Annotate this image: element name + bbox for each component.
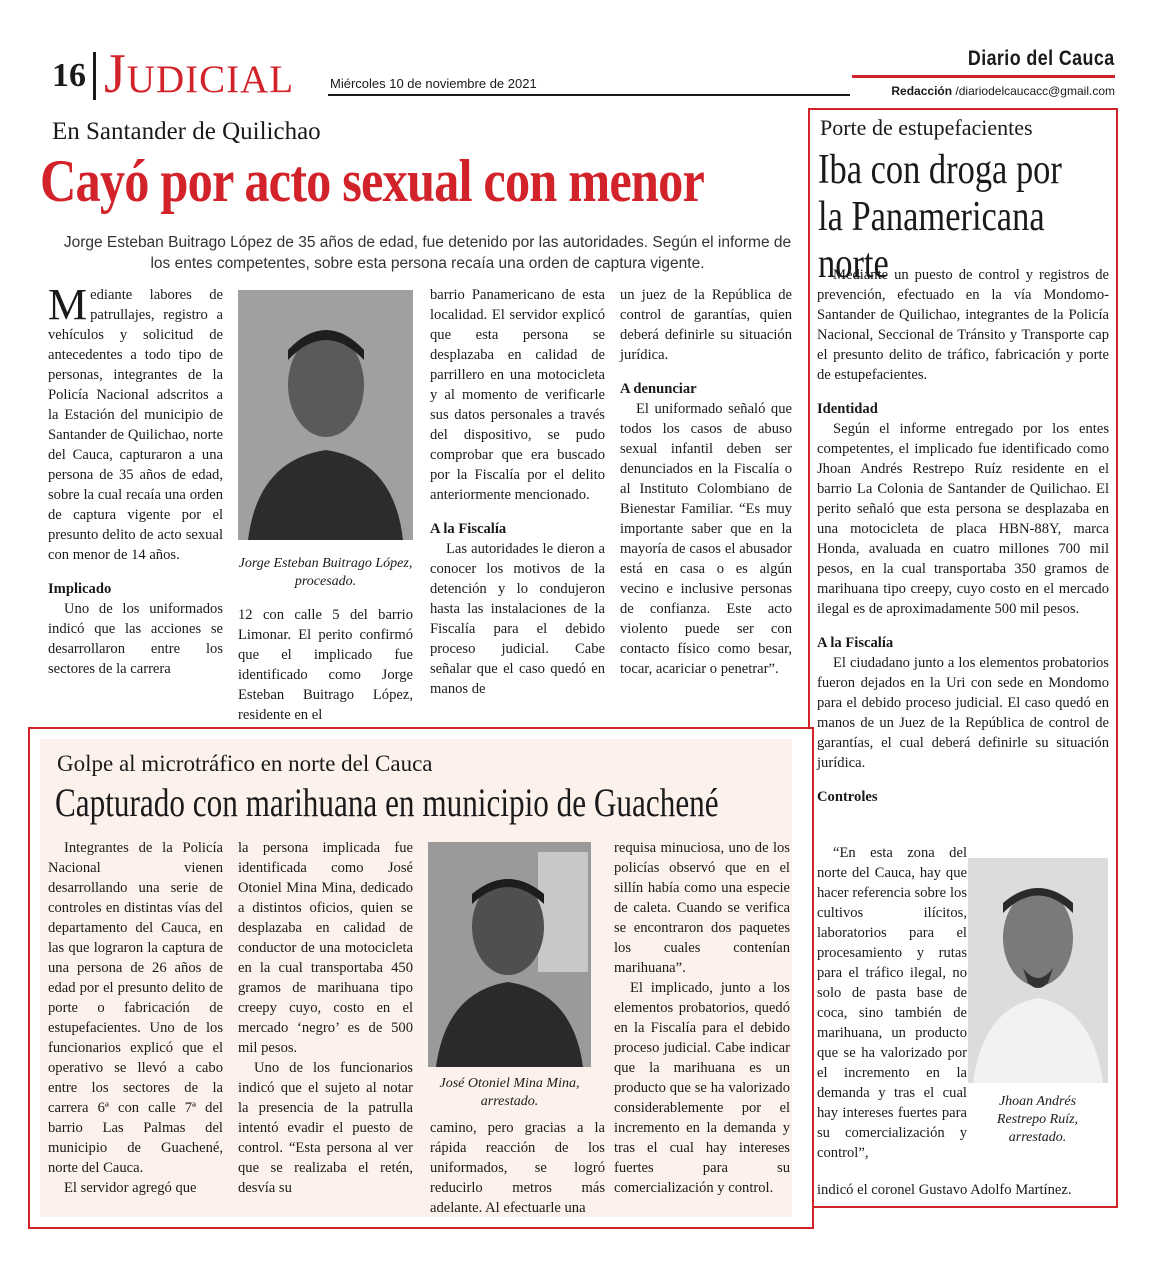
drop-cap: M [48, 280, 88, 329]
section-title: Judicial [104, 43, 295, 105]
side-kicker: Porte de estupefacientes [820, 115, 1033, 140]
side-headline: Iba con droga por la Panamericana norte [818, 147, 1062, 287]
header-divider [93, 52, 96, 100]
photo-caption-jhoan: Jhoan Andrés Restrepo Ruíz, arrestado. [996, 1094, 1079, 1145]
side-p4: “En esta zona del norte del Cauca, hay que hacer referencia sobre los cultivos ilícitos, laboratorios para el procesamiento y rutas para el tráfico ilegal, no solo de pasta base de coca, sino también de marihuana, un producto que se ha valorizado por el incremento en la demanda y tras el cual hay intereses fuertes para su comercialización y control”, [817, 845, 967, 1161]
side-p2: Según el informe entregado por los entes competentes, el implicado fue identificado como Jhoan Andrés Restrepo Ruíz residente en el barrio La Colonia de Santander de Quilichao. El perito señaló que esta persona se desplazaba en una motocicleta de placa HBN-88Y, marca Honda, avaluada en cuatro millones 700 mil pesos, en la cual transportaba 350 gramos de marihuana tipo creepy, cuyo costo en el mercado ilegal es de aproximadamente 500 mil pesos. [817, 421, 1109, 617]
subhead-controles: Controles [817, 789, 878, 805]
main-col1-p1: ediante labores de patrullajes, registro a vehículos y solicitud de antecedentes a todo tipo de personas, integrantes de la Policía Nacional adscritos a la Estación del municipio de Santander de Quilichao, norte del Cauca, capturaron a una persona de 35 años de edad, sobre la cual recaía una orden de captura vigente por el presunto delito de acto sexual con menor de 14 años. [48, 287, 223, 563]
bottom-kicker: Golpe al microtráfico en norte del Cauca [57, 751, 433, 776]
subhead-fiscalia-side: A la Fiscalía [817, 635, 894, 651]
main-headline: Cayó por acto sexual con menor [40, 148, 705, 214]
main-kicker: En Santander de Quilichao [52, 118, 321, 145]
main-col-4 [620, 285, 792, 679]
main-col-2 [238, 605, 413, 725]
photo-jhoan-andres [968, 858, 1108, 1083]
main-deck: Jorge Esteban Buitrago López de 35 años de edad, fue detenido por las autoridades. Según el informe de los entes competentes, sobre esta persona recaía una orden de captura vigente. [63, 234, 792, 272]
main-col3-p1: barrio Panamericano de esta localidad. El servidor explicó que esta persona se desplazaba en calidad de parrillero en una motocicleta y al momento de verificarle sus datos personales a través del dispositivo, se pudo comprobar que era buscado por la Fiscalía por el delito anteriormente mencionado. [430, 287, 605, 503]
contact-email: /diariodelcaucacc@gmail.com [955, 84, 1115, 98]
subhead-fiscalia: A la Fiscalía [430, 521, 507, 537]
page-header [0, 0, 1165, 110]
side-col-narrow [817, 843, 967, 1163]
main-col-1 [48, 280, 223, 679]
contact-line [891, 84, 1115, 98]
issue-date: Miércoles 10 de noviembre de 2021 [330, 76, 537, 91]
bottom-col1-p2: El servidor agregó que [64, 1180, 197, 1196]
subhead-identidad: Identidad [817, 401, 878, 417]
bottom-col-1 [48, 838, 223, 1198]
bottom-col1-p1: Integrantes de la Policía Nacional vienen desarrollando una serie de controles en distintas vías del departamento del Cauca, en las que lograron la captura de una persona de 26 años de edad por el presunto delito de porte o fabricación de estupefacientes. Uno de los funcionarios explicó que el operativo se llevó a cabo entre los sectores de la carrera 6ª con calle 7ª del barrio Las Palmas del municipio de Guachené, norte del Cauca. [48, 840, 223, 1176]
side-closing [817, 1180, 1109, 1200]
side-p3: El ciudadano junto a los elementos probatorios fueron dejados en la Uri con sede en Mondomo para el debido proceso judicial. El caso quedó en manos de un Juez de la República de control de garantías, el cual deberá definirle su situación jurídica. [817, 655, 1109, 771]
subhead-implicado: Implicado [48, 581, 112, 597]
photo-caption-jorge: Jorge Esteban Buitrago López, procesado. [238, 556, 413, 589]
brand-logo: Diario del Cauca [968, 47, 1115, 70]
bottom-col4-p2: El implicado, junto a los elementos probatorios, quedó en la Fiscalía para el debido proceso judicial. Cabe indicar que la marihuana es un producto que se ha valorizado considerablemente por el incremento en la demanda y tras el cual hay intereses fuertes para su comercialización y control. [614, 980, 790, 1196]
main-col1-p2: Uno de los uniformados indicó que las acciones se desarrollaron entre los sectores de la carrera [48, 601, 223, 677]
side-p1: Mediante un puesto de control y registros de prevención, efectuado en la vía Mondomo- Santander de Quilichao, integrantes de la Policía Nacional, Seccional de Tránsito y Transporte cap el presunto delito de tráfico, fabricación y porte de estupefacientes. [817, 267, 1109, 383]
photo-jorge-esteban [238, 290, 413, 540]
bottom-col2-p1: la persona implicada fue identificada como José Otoniel Mina Mina, dedicado a distintos oficios, quien se desplazaba en calidad de conductor de una motocicleta en la cual transportaba 450 gramos de marihuana tipo creepy cuyo, costo en el mercado ‘negro’ es de 500 mil pesos. [238, 840, 413, 1056]
bottom-headline: Capturado con marihuana en municipio de Guachené [55, 780, 719, 825]
photo-jose-otoniel [428, 842, 591, 1067]
main-col4-p2: El uniformado señaló que todos los casos de abuso sexual infantil deben ser denunciados en la Fiscalía o al Instituto Colombiano de Bienestar Familiar. “Es muy importante saber que en la mayoría de casos el abusador está en casa o es algún vecino e inclusive personas de confianza. Este acto violento puede ser con contacto físico como besar, tocar, acariciar o penetrar”. [620, 401, 792, 677]
bottom-col4-p1: requisa minuciosa, uno de los policías observó que en el sillín había como una especie de caleta. Cuando se verifica se encontraron dos paquetes los cuales contenían marihuana”. [614, 840, 790, 976]
bottom-col-4 [614, 838, 790, 1198]
bottom-col-2 [238, 838, 413, 1198]
contact-label: Redacción [891, 84, 953, 98]
brand-rule [852, 75, 1115, 78]
main-col4-p1: un juez de la República de control de garantías, quien deberá definirle su situación jurídica. [620, 287, 792, 363]
bottom-col2-p2: Uno de los funcionarios indicó que el sujeto al notar la presencia de la patrulla intentó evadir el puesto de control. “Esta persona al ver que se realizaba el retén, desvía su [238, 1060, 413, 1196]
main-col-3 [430, 285, 605, 699]
side-p5: indicó el coronel Gustavo Adolfo Martínez. [817, 1182, 1072, 1198]
page-number: 16 [52, 57, 86, 94]
subhead-denunciar: A denunciar [620, 381, 697, 397]
side-body [817, 265, 1109, 807]
main-col3-p2: Las autoridades le dieron a conocer los motivos de la detención y lo condujeron hasta las instalaciones de la Fiscalía para el debido proceso judicial. Cabe señalar que el caso quedó en manos de [430, 541, 605, 697]
date-rule [328, 94, 850, 96]
main-col2-p1: 12 con calle 5 del barrio Limonar. El perito confirmó que el implicado fue identificado como Jorge Esteban Buitrago López, residente en el [238, 607, 413, 723]
bottom-col-3 [430, 1118, 605, 1218]
bottom-col3-p1: camino, pero gracias a la rápida reacción de los uniformados, se logró reducirlo metros más adelante. Al efectuarle una [430, 1120, 605, 1216]
photo-caption-jose: José Otoniel Mina Mina, arrestado. [439, 1076, 580, 1109]
